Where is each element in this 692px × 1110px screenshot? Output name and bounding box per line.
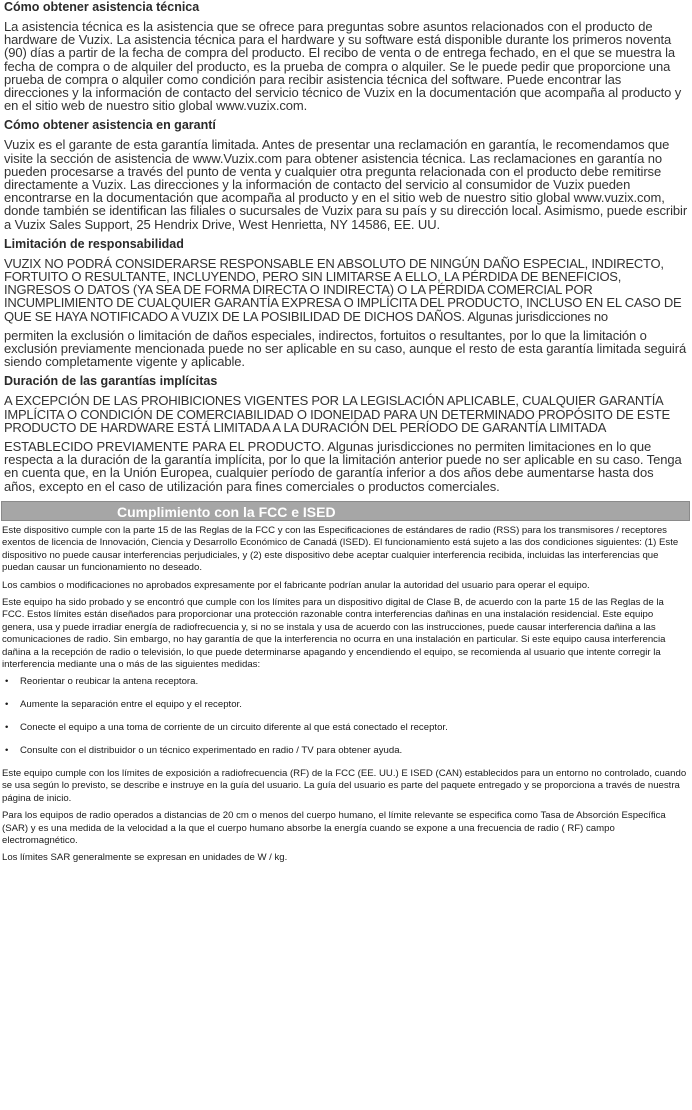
- paragraph: A EXCEPCIÓN DE LAS PROHIBICIONES VIGENTES POR LA LEGISLACIÓN APLICABLE, CUALQUIER GARANTÍA IMPLÍCITA O CONDICIÓN DE COMERCIABILIDAD O IDONEIDAD PARA UN DETERMINADO PROPÓSITO DE ESTE PRODUCTO DE HARDWARE ESTÁ LIMITADA A LA DURACIÓN DEL PERÍODO DE GARANTÍA LIMITADA: [4, 393, 670, 435]
- fcc-paragraph: Este equipo cumple con los límites de exposición a radiofrecuencia (RF) de la FCC (EE. UU.) E ISED (CAN) establecidos para un entorno no controlado, cuando se usa según lo previsto, se describe e instruye en la guía del usuario. La guía del usuario es parte del paquete entregado y se proporciona a través de nuestra página de inicio.: [2, 767, 687, 804]
- list-item-text: Aumente la separación entre el equipo y el receptor.: [20, 699, 242, 711]
- list-item-text: Consulte con el distribuidor o un técnico experimentado en radio / TV para obtener ayuda.: [20, 745, 403, 757]
- list-item: [4, 722, 688, 734]
- section-heading: Cómo obtener asistencia técnica: [4, 0, 200, 14]
- paragraph: Vuzix es el garante de esta garantía limitada. Antes de presentar una reclamación en garantía, le recomendamos que visite la sección de asistencia de www.Vuzix.com para obtener asistencia técnica. Las reclamaciones en garantía no pueden procesarse a través del punto de venta y cualquier otra pregunta relacionada con el producto debe remitirse directamente a Vuzix. Las direcciones y la información de contacto del servicio al consumidor de Vuzix pueden encontrarse en la documentación que acompaña al producto y en el sitio web de nuestro sitio global www.vuzix.com, donde también se identifican las filiales o sucursales de Vuzix para su país y su dirección local. Asimismo, puede escribir a Vuzix Sales Support, 25 Hendrix Drive, West Henrietta, NY 14586, EE. UU.: [4, 137, 688, 232]
- paragraph: permiten la exclusión o limitación de daños especiales, indirectos, fortuitos o resultantes, por lo que la limitación o exclusión previamente mencionada puede no ser aplicable en su caso, aunque el resto de esta garantía limitada seguirá siendo completamente vigente y aplicable.: [4, 327, 687, 370]
- paragraph: VUZIX NO PODRÁ CONSIDERARSE RESPONSABLE EN ABSOLUTO DE NINGÚN DAÑO ESPECIAL, INDIRECTO, FORTUITO O RESULTANTE, INCLUYENDO, PERO SIN LIMITARSE A ELLO, LA PÉRDIDA DE BENEFICIOS, INGRESOS O DATOS (YA SEA DE FORMA DIRECTA O INDIRECTA) O LA PÉRDIDA COMERCIAL POR INCUMPLIMIENTO DE CUALQUIER GARANTÍA EXPRESA O IMPLÍCITA DEL PRODUCTO, INCLUSO EN EL CASO DE QUE SE HAYA NOTIFICADO A VUZIX DE LA POSIBILIDAD DE DICHOS DAÑOS. Algunas jurisdicciones no: [4, 255, 682, 324]
- section-heading: Duración de las garantías implícitas: [4, 374, 218, 389]
- section-implied-warranties: [4, 374, 688, 492]
- bullet-icon: •: [5, 745, 9, 757]
- list-item: [4, 676, 688, 688]
- section-liability-limitation: [4, 237, 688, 369]
- interference-measures-list: [4, 676, 688, 757]
- list-item-text: Reorientar o reubicar la antena receptora.: [20, 676, 199, 688]
- paragraph: La asistencia técnica es la asistencia que se ofrece para preguntas sobre asuntos relacionados con el producto de hardware de Vuzix. La asistencia técnica para el hardware y su software está disponible durante los primeros noventa (90) días a partir de la fecha de compra del producto. El recibo de venta o de entrega fechado, en el que se muestra la fecha de compra o de alquiler del producto, es la prueba de compra o alquiler. Se le puede pedir que proporcione una prueba de compra o alquiler como condición para recibir asistencia técnica del software. Puede encontrar las direcciones y la información de contacto del servicio técnico de Vuzix en la documentación que acompaña al producto y en el sitio web de nuestro sitio global www.vuzix.com.: [4, 19, 682, 114]
- fcc-section-banner: Cumplimiento con la FCC e ISED: [1, 501, 690, 521]
- section-warranty-support: [4, 118, 688, 230]
- list-item-text: Conecte el equipo a una toma de corriente de un circuito diferente al que está conectado el receptor.: [20, 722, 448, 734]
- list-item: [4, 699, 688, 711]
- fcc-paragraph: Los límites SAR generalmente se expresan en unidades de W / kg.: [2, 852, 288, 864]
- bullet-icon: •: [5, 722, 9, 734]
- fcc-paragraph: Los cambios o modificaciones no aprobados expresamente por el fabricante podrían anular la autoridad del usuario para operar el equipo.: [2, 579, 590, 591]
- section-technical-support: [4, 0, 688, 112]
- paragraph: ESTABLECIDO PREVIAMENTE PARA EL PRODUCTO. Algunas jurisdicciones no permiten limitaciones en lo que respecta a la duración de la garantía implícita, por lo que la limitación anterior puede no ser aplicable en su caso. Tenga en cuenta que, en la Unión Europea, cualquier período de garantía inferior a dos años debe aumentarse hasta dos años, excepto en el caso de utilización para fines comerciales o productos comerciales.: [4, 439, 682, 494]
- bullet-icon: •: [5, 699, 9, 711]
- fcc-section: [4, 525, 688, 865]
- section-heading: Cómo obtener asistencia en garantí: [4, 118, 216, 133]
- list-item: [4, 745, 688, 757]
- fcc-paragraph: Este equipo ha sido probado y se encontró que cumple con los límites para un dispositivo digital de Clase B, de acuerdo con la parte 15 de las Reglas de la FCC. Estos límites están diseñados para proporcionar una protección razonable contra interferencias dañinas en una instalación residencial. Este equipo genera, usa y puede irradiar energía de radiofrecuencia y, si no se instala y usa de acuerdo con las instrucciones, puede causar interferencia dañina a las comunicaciones de radio. Sin embargo, no hay garantía de que la interferencia no ocurra en una instalación en particular. Si este equipo causa interferencia dañina a la recepción de radio o televisión, lo que puede determinarse apagando y encendiendo el equipo, se recomienda al usuario que intente corregir la interferencia mediante una o más de las siguientes medidas:: [2, 596, 666, 670]
- bullet-icon: •: [5, 676, 9, 688]
- fcc-paragraph: Para los equipos de radio operados a distancias de 20 cm o menos del cuerpo humano, el límite relevante se especifica como Tasa de Absorción Específica (SAR) y es una medida de la velocidad a la que el cuerpo humano absorbe la energía cuando se expone a una frecuencia de radio ( RF) campo electromagnético.: [2, 810, 666, 847]
- fcc-paragraph: Este dispositivo cumple con la parte 15 de las Reglas de la FCC y con las Especificaciones de estándares de radio (RSS) para los transmisores / receptores exentos de licencia de Innovación, Ciencia y Desarrollo Económico de Canadá (ISED). El funcionamiento está sujeto a las dos condiciones siguientes: (1) Este dispositivo no puede causar interferencias perjudiciales, y (2) este dispositivo debe aceptar cualquier interferencia recibida, incluidas las interferencias que puedan causar un funcionamiento no deseado.: [2, 524, 679, 574]
- section-heading: Limitación de responsabilidad: [4, 236, 184, 251]
